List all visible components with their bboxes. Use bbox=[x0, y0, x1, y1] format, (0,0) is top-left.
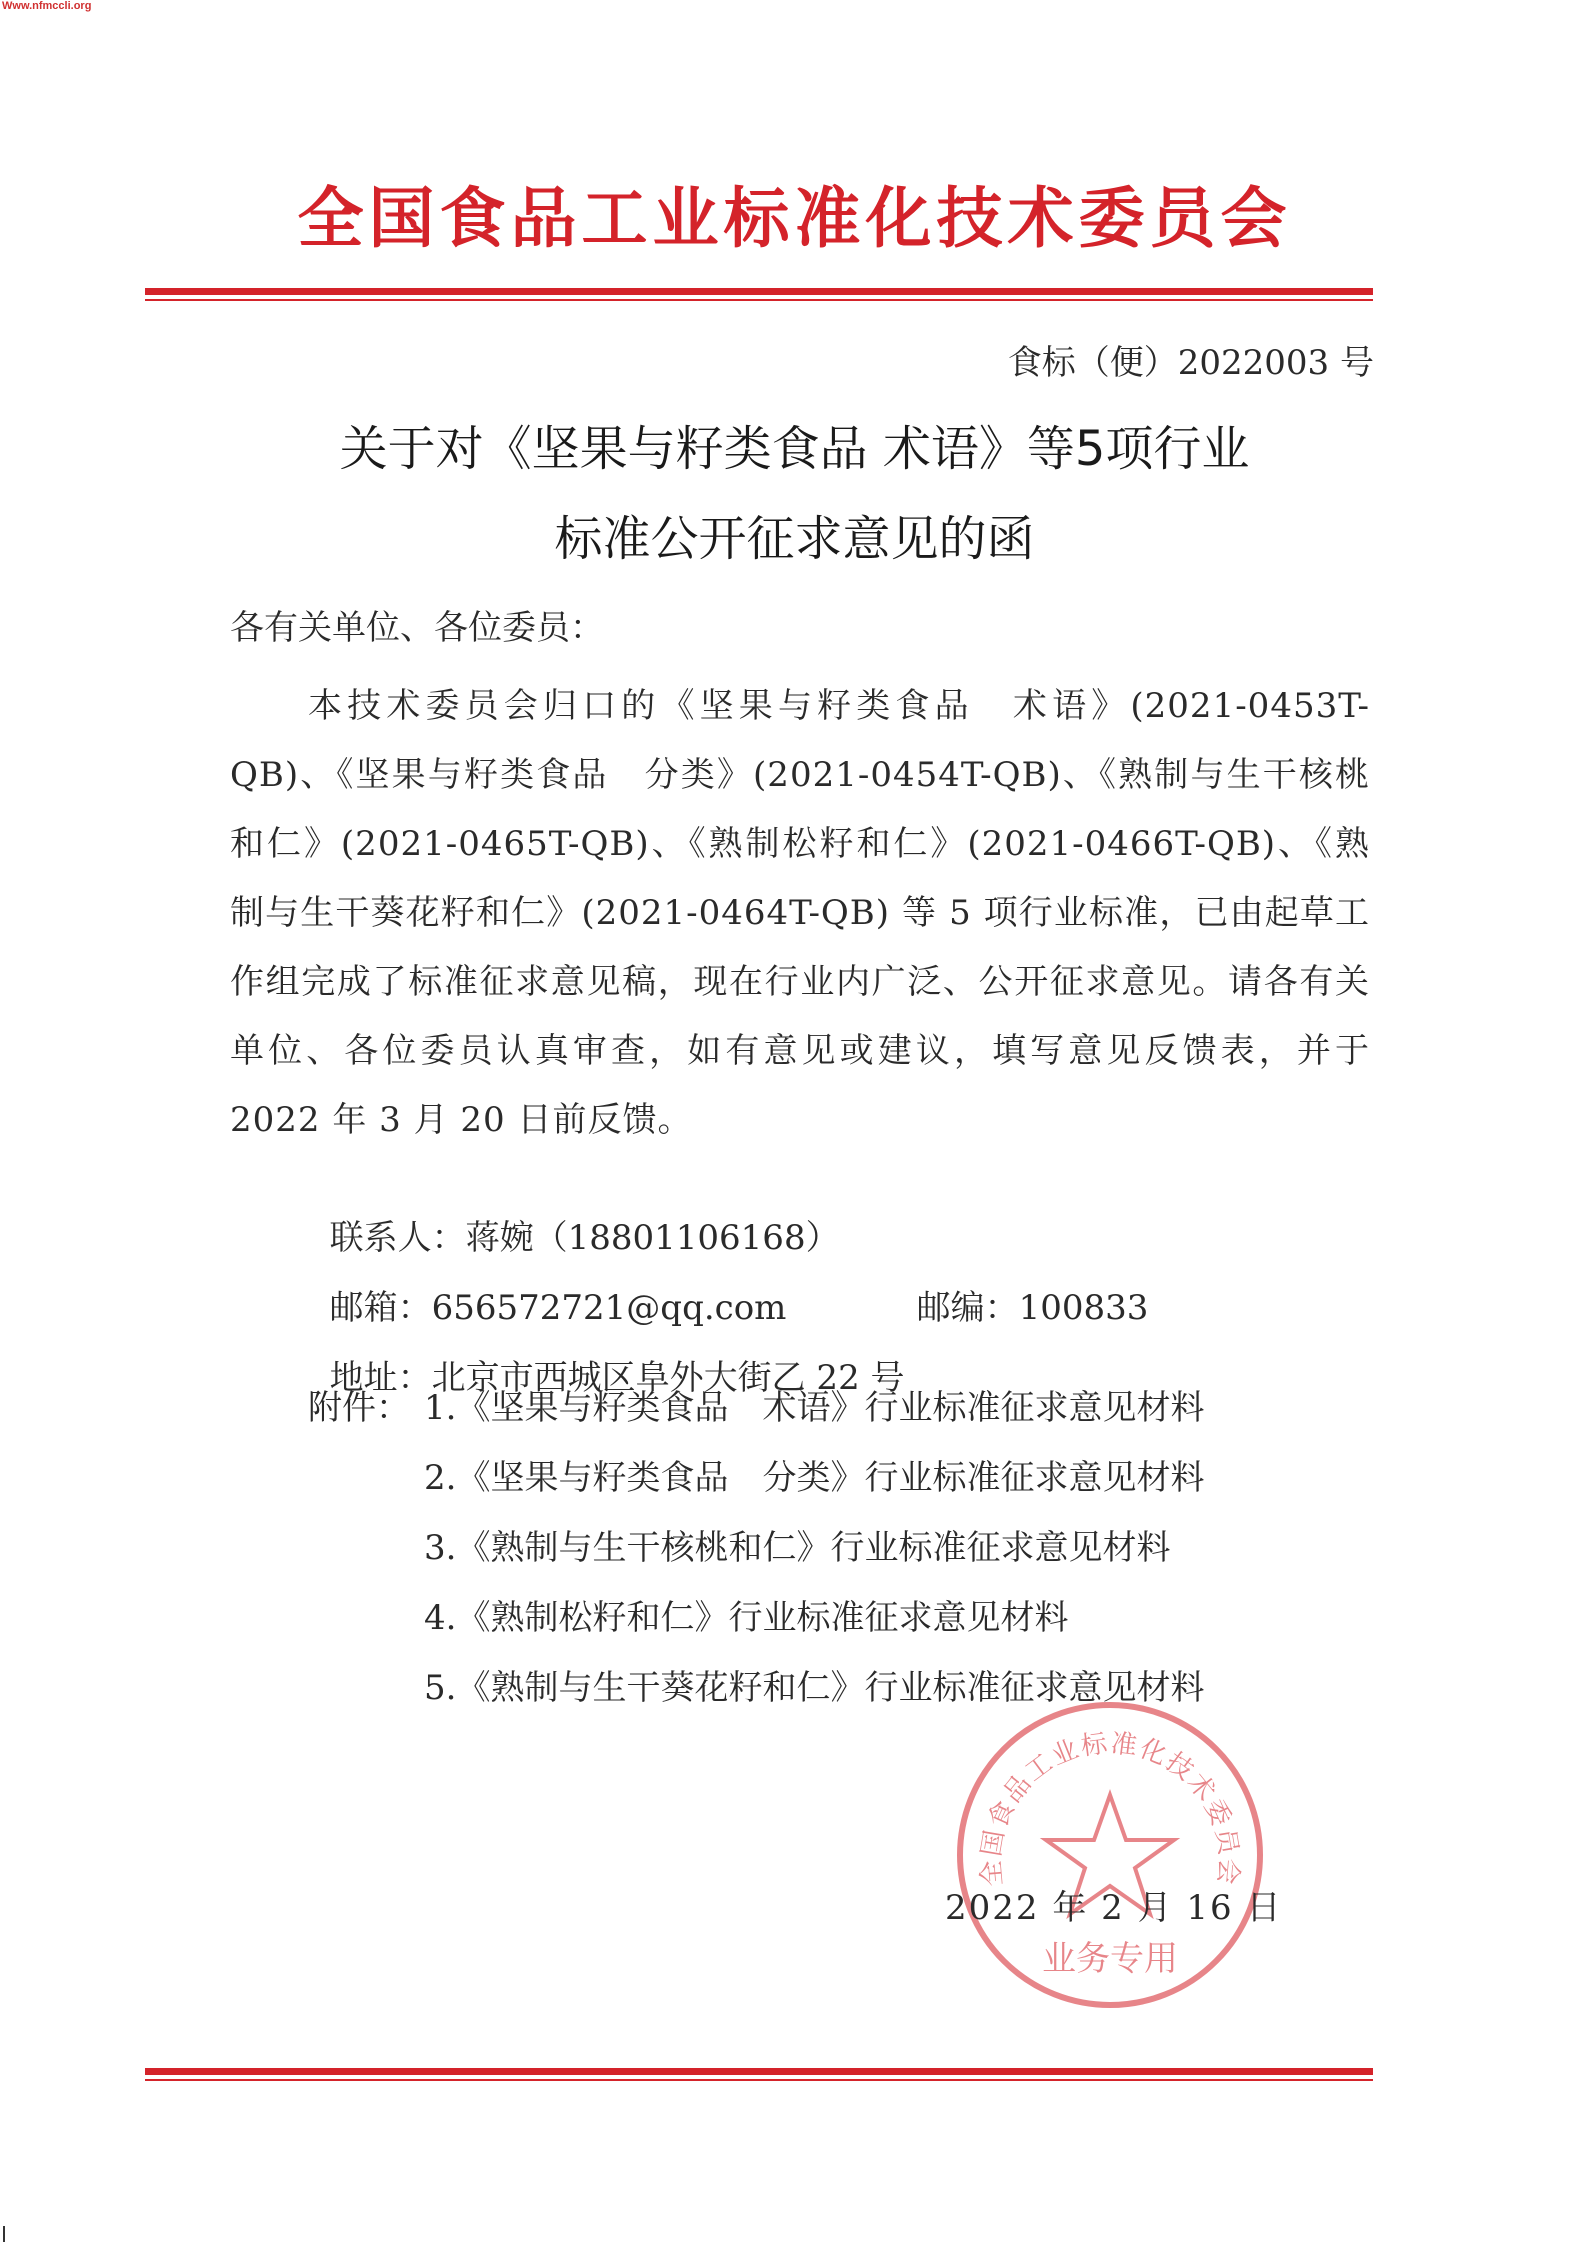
address-value: 北京市西城区阜外大街乙 22 号 bbox=[431, 1358, 905, 1398]
body-paragraph: 本技术委员会归口的《坚果与籽类食品 术语》(2021-0453T-QB)、《坚果与籽类食品 分类》(2021-0454T-QB)、《熟制与生干核桃和仁》(2021-0465T-QB)、《熟制松籽和仁》(2021-0466T-QB)、《熟制与生干葵花籽和仁》(2021-0464T-QB) 等 5 项行业标准，已由起草工作组完成了标准征求意见稿，现在行业内广泛、公开征求意见。请各有关单位、各位委员认真审查，如有意见或建议，填写意见反馈表，并于 2022 年 3 月 20 日前反馈。 bbox=[230, 686, 1370, 1140]
postcode-label: 邮编： bbox=[916, 1288, 1019, 1328]
attachment-item-4: 4.《熟制松籽和仁》行业标准征求意见材料 bbox=[424, 1598, 1069, 1638]
email-label: 邮箱： bbox=[329, 1288, 432, 1328]
organization-title: 全国食品工业标准化技术委员会 bbox=[297, 180, 1292, 257]
official-seal bbox=[945, 1690, 1275, 2020]
address-label: 地址： bbox=[329, 1358, 432, 1398]
contact-postcode bbox=[895, 1240, 1148, 1329]
scan-edge-mark bbox=[3, 2226, 5, 2242]
postcode-value: 100833 bbox=[1018, 1288, 1149, 1328]
attachments-label: 附件： bbox=[308, 1388, 410, 1428]
website-watermark: Www.nfmccli.org bbox=[2, 0, 92, 12]
seal-bottom-text: 业务专用 bbox=[1042, 1939, 1178, 1979]
document-number: 食标（便）2022003 号 bbox=[1007, 343, 1374, 383]
salutation: 各有关单位、各位委员： bbox=[230, 608, 604, 648]
email-value[interactable]: 656572721@qq.com bbox=[431, 1288, 787, 1328]
contact-person-value: 蒋婉（18801106168） bbox=[465, 1218, 840, 1258]
attachment-item-5: 5.《熟制与生干葵花籽和仁》行业标准征求意见材料 bbox=[424, 1668, 1205, 1708]
contact-person-label: 联系人： bbox=[329, 1218, 466, 1258]
subject-line-1: 关于对《坚果与籽类食品 术语》等5项行业 bbox=[339, 421, 1250, 477]
issue-date: 2022 年 2 月 16 日 bbox=[945, 1888, 1283, 1928]
subject-line-2: 标准公开征求意见的函 bbox=[554, 511, 1035, 567]
footer-divider bbox=[145, 2068, 1373, 2081]
svg-text:全国食品工业标准化技术委员会 bbox=[976, 1729, 1243, 1888]
attachment-item-1: 1.《坚果与籽类食品 术语》行业标准征求意见材料 bbox=[424, 1388, 1205, 1428]
attachment-item-2: 2.《坚果与籽类食品 分类》行业标准征求意见材料 bbox=[424, 1458, 1205, 1498]
seal-ring-text: 全国食品工业标准化技术委员会 bbox=[976, 1728, 1244, 1888]
header-divider bbox=[145, 288, 1373, 301]
attachment-item-3: 3.《熟制与生干核桃和仁》行业标准征求意见材料 bbox=[424, 1528, 1171, 1568]
